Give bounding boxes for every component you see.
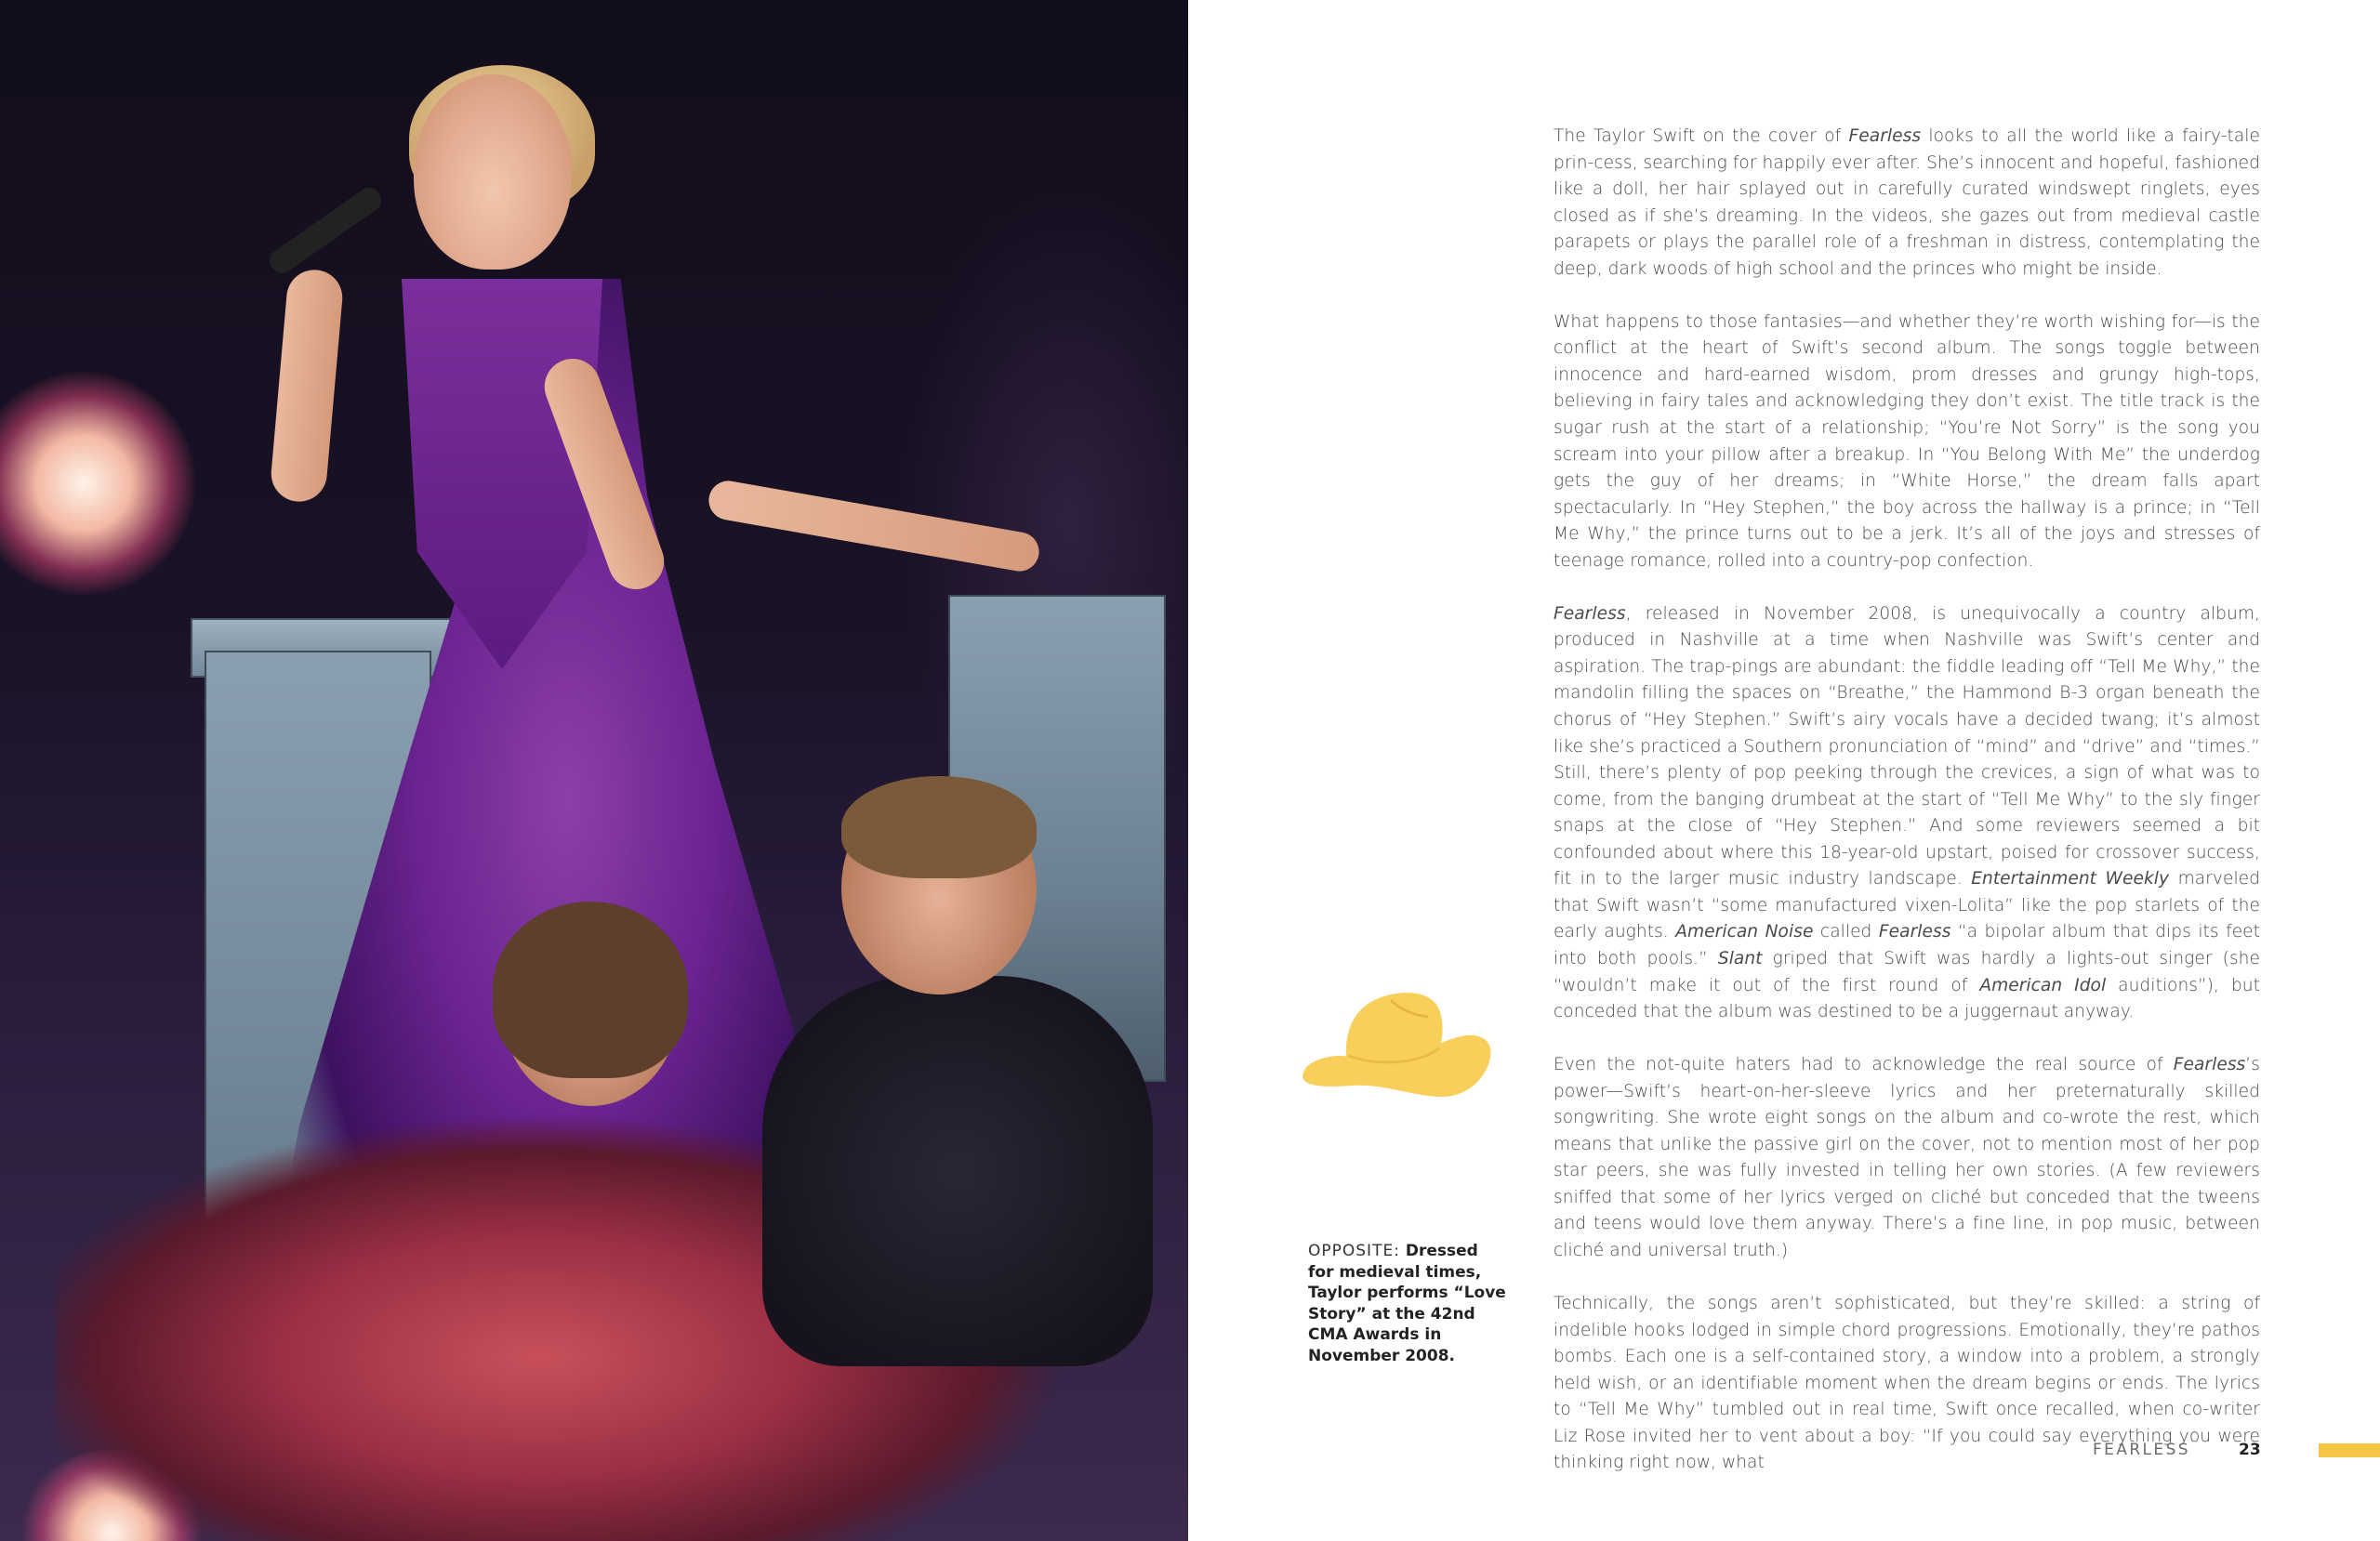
dancer-hair [841, 776, 1037, 878]
paragraph [1554, 124, 2260, 283]
paragraph [1554, 310, 2260, 574]
italic-title: Entertainment Weekly [1971, 869, 2170, 889]
paragraph [1554, 601, 2260, 1026]
text-run: , released in November 2008, is unequivocally a country album, produced in Nashville at a time when Nashville was Swift’s center and aspiration. The trap-pings are abundant: the fiddle leading off “Tell Me Why,” the mandolin filling the spaces on “Breathe,” the Hammond B-3 organ beneath the chorus of “Hey Stephen.” Swift’s airy vocals have a decided twang; it’s almost like she’s practiced a Southern pronunciation of “mind” and “drive” and “times.” Still, there’s plenty of pop peeking through the crevices, a sign of what was to come, from the banging drumbeat at the start of “Tell Me Why” to the sly finger snaps at the close of “Hey Stephen.” And some reviewers seemed a bit confounded about where this 18-year-old upstart, poised for crossover success, fit in to the larger music industry landscape. [1554, 603, 2260, 889]
caption-text: Dressed for medieval times, Taylor performs “Love Story” at the 42nd CMA Awards in November 2008. [1308, 1242, 1506, 1365]
dancer-hair [493, 902, 688, 1078]
italic-title: Fearless [1554, 603, 1626, 624]
accent-tab [2319, 1443, 2380, 1457]
italic-title: Fearless [1878, 922, 1951, 942]
italic-title: American Idol [1979, 975, 2107, 995]
running-head: FEARLESS [2093, 1441, 2190, 1459]
italic-title: American Noise [1675, 922, 1814, 942]
article-body [1554, 124, 2260, 1477]
singer-face [414, 74, 572, 270]
italic-title: Slant [1717, 948, 1763, 968]
text-run: Technically, the songs aren’t sophisticated, but they’re skilled: a string of indelible hooks lodged in simple chord progressions. Emotionally, they’re pathos bombs. Each one is a self-contained story, a window into a problem, a strongly held wish, or an identifiable moment when the dream begins or ends. The lyrics to “Tell Me Why” tumbled out in real time, Swift once recalled, when co-writer Liz Rose invited her to vent about a boy: “If you could say everything you were thinking right now, what [1554, 1294, 2260, 1473]
stage-light [0, 372, 195, 595]
italic-title: Fearless [2173, 1055, 2246, 1075]
singer-arm [269, 268, 345, 504]
page-number: 23 [2239, 1441, 2261, 1459]
performance-photo [0, 0, 1188, 1541]
text-run: The Taylor Swift on the cover of [1554, 126, 1849, 146]
cowboy-hat-icon [1298, 987, 1495, 1108]
text-run: ’s power—Swift’s heart-on-her-sleeve lyrics and her preternaturally skilled songwriting. She wrote eight songs on the album and co-wrote the rest, which means that unlike the passive girl on the cover, not to mention most of her pop star peers, she was fully invested in telling her own stories. (A few reviewers sniffed that some of her lyrics verged on cliché but conceded that the tweens and teens would love them anyway. There’s a fine line, in pop music, between cliché and universal truth.) [1554, 1055, 2260, 1260]
caption-label: OPPOSITE: [1308, 1242, 1400, 1260]
text-run: What happens to those fantasies—and whether they’re worth wishing for—is the conflict at the heart of Swift’s second album. The songs toggle between innocence and hard-earned wisdom, prom dresses and grungy high-tops, believing in fairy tales and acknowledging they don’t exist. The title track is the sugar rush at the start of a relationship; “You’re Not Sorry” is the song you scream into your pillow after a breakup. In “You Belong With Me” the underdog gets the guy of her dreams; in “White Horse,” the dream falls apart spectacularly. In “Hey Stephen,” the boy across the hallway is a prince; in “Tell Me Why,” the prince turns out to be a jerk. It’s all of the joys and stresses of teenage romance, rolled into a country-pop confection. [1554, 311, 2260, 571]
dancer-jacket [762, 976, 1153, 1366]
text-run: called [1813, 922, 1879, 942]
text-run: Even the not-quite haters had to acknowledge the real source of [1554, 1055, 2174, 1075]
paragraph [1554, 1052, 2260, 1264]
text-run: marveled that Swift wasn’t “some manufactured vixen-Lolita” like the pop starlets of the early aughts. [1554, 869, 2260, 942]
photo-caption [1308, 1241, 1508, 1366]
italic-title: Fearless [1848, 126, 1922, 146]
text-run: “a bipolar album that dips its feet into both pools.” [1554, 922, 2261, 968]
microphone [265, 183, 386, 278]
singer-arm [706, 478, 1042, 574]
text-run: auditions”), but conceded that the album was destined to be a juggernaut anyway. [1554, 975, 2260, 1022]
text-run: looks to all the world like a fairy-tale prin-cess, searching for happily ever after. She’s innocent and hopeful, fashioned like a doll, her hair splayed out in carefully curated windswept ringlets, eyes closed as if she’s dreaming. In the videos, she gazes out from medieval castle parapets or plays the parallel role of a freshman in distress, contemplating the deep, dark woods of high school and the princes who might be inside. [1554, 126, 2260, 279]
text-run: griped that Swift was hardly a lights-out singer (she “wouldn’t make it out of the first round of [1554, 948, 2261, 995]
